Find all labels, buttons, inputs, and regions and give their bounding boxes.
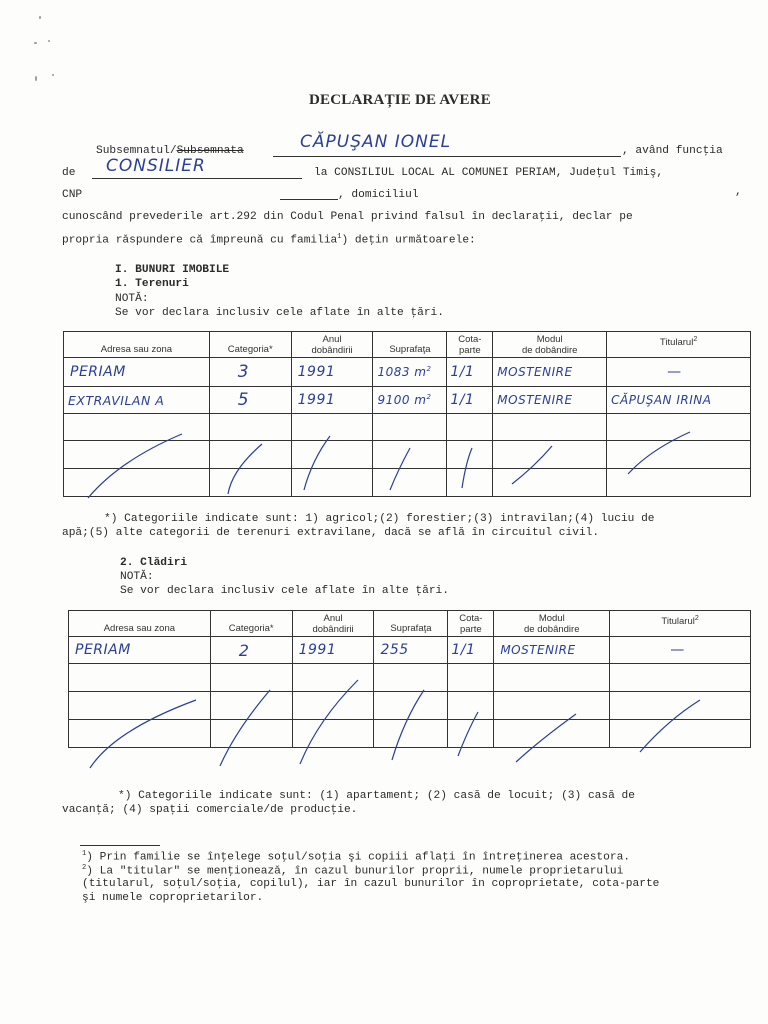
cell-adresa: PERIAM bbox=[64, 358, 210, 387]
table-row bbox=[64, 469, 751, 497]
scan-speck bbox=[34, 42, 37, 44]
categorii-footnote: *) Categoriile indicate sunt: 1) agricol;(2) forestier;(3) intravilan;(4) luciu de bbox=[104, 513, 655, 525]
col-header-modul: Modul de dobândire bbox=[494, 611, 610, 637]
col-header-cota: Cota- parte bbox=[448, 611, 494, 637]
nota-text: Se vor declara inclusiv cele aflate în alte ţări. bbox=[115, 307, 444, 319]
col-header-anul: Anul dobândirii bbox=[291, 332, 373, 358]
categorii-footnote: vacanţă; (4) spaţii comerciale/de producţie. bbox=[62, 804, 358, 816]
col-header-suprafata: Suprafaţa bbox=[374, 611, 448, 637]
table-row bbox=[69, 637, 751, 664]
table-row bbox=[64, 441, 751, 469]
cell-categoria: 5 bbox=[209, 387, 291, 414]
cell-cota: 1/1 bbox=[447, 387, 493, 414]
table-row bbox=[64, 387, 751, 414]
col-header-categoria: Categoria* bbox=[209, 332, 291, 358]
table-row bbox=[69, 720, 751, 748]
col-header-adresa: Adresa sau zona bbox=[64, 332, 210, 358]
cell-suprafata: 255 bbox=[374, 637, 448, 664]
col-header-categoria: Categoria* bbox=[210, 611, 292, 637]
section-heading: I. BUNURI IMOBILE bbox=[115, 264, 230, 276]
cell-modul: MOSTENIRE bbox=[494, 637, 610, 664]
scan-speck bbox=[39, 16, 41, 19]
table-header-row bbox=[64, 332, 751, 358]
cnp-label: CNP bbox=[62, 189, 83, 201]
cell-cota: 1/1 bbox=[448, 637, 494, 664]
col-header-suprafata: Suprafaţa bbox=[373, 332, 447, 358]
declarant-name: CĂPUŞAN IONEL bbox=[300, 132, 452, 152]
col-header-modul: Modul de dobândire bbox=[493, 332, 607, 358]
terenuri-table bbox=[63, 331, 751, 497]
table-row bbox=[64, 414, 751, 441]
table-row bbox=[69, 692, 751, 720]
subsemnatul-label: Subsemnatul/Subsemnata bbox=[96, 145, 244, 157]
footnote-titular-cont: (titularul, soţul/soţia, copilul), iar în cazul bunurilor în coproprietate, cota-parte bbox=[82, 878, 660, 890]
cell-modul: MOSTENIRE bbox=[493, 358, 607, 387]
cell-suprafata: 9100 $m^2$ bbox=[373, 387, 447, 414]
cell-anul: 1991 bbox=[292, 637, 374, 664]
cell-categoria: 3 bbox=[209, 358, 291, 387]
cell-anul: 1991 bbox=[291, 358, 373, 387]
cell-categoria: 2 bbox=[210, 637, 292, 664]
subsection-heading: 1. Terenuri bbox=[115, 278, 189, 290]
cell-titular: — bbox=[610, 637, 751, 664]
table-row bbox=[64, 358, 751, 387]
institution-text: la CONSILIUL LOCAL AL COMUNEI PERIAM, Judeţul Timiş, bbox=[314, 167, 664, 179]
cell-anul: 1991 bbox=[291, 387, 373, 414]
cell-adresa: PERIAM bbox=[69, 637, 211, 664]
footnote-separator bbox=[80, 845, 160, 846]
table-header-row bbox=[69, 611, 751, 637]
declaration-text-line: cunoscând prevederile art.292 din Codul Penal privind falsul în declaraţii, declar pe bbox=[62, 211, 633, 223]
col-header-titular: Titularul$^2$ bbox=[610, 611, 751, 637]
name-underline bbox=[273, 156, 621, 157]
de-label: de bbox=[62, 167, 76, 179]
cell-cota: 1/1 bbox=[447, 358, 493, 387]
col-header-titular: Titularul$^2$ bbox=[607, 332, 751, 358]
function-underline bbox=[92, 178, 302, 179]
scan-speck bbox=[52, 74, 54, 76]
nota-text: Se vor declara inclusiv cele aflate în alte ţări. bbox=[120, 585, 449, 597]
col-header-cota: Cota- parte bbox=[447, 332, 493, 358]
col-header-adresa: Adresa sau zona bbox=[69, 611, 211, 637]
footnote-titular-cont: şi numele coproprietarilor. bbox=[82, 892, 264, 904]
nota-label: NOTĂ: bbox=[115, 293, 149, 305]
declaration-text-line: propria răspundere că împreună cu familia$^1$) deţin următoarele: bbox=[62, 233, 476, 247]
categorii-footnote: apă;(5) alte categorii de terenuri extravilane, dacă se află în circuitul civil. bbox=[62, 527, 600, 539]
domiciliul-label: , domiciliul bbox=[338, 189, 419, 201]
avand-functia-text: , având funcţia bbox=[622, 145, 723, 157]
cell-titular: CĂPUŞAN IRINA bbox=[607, 387, 751, 414]
table-row bbox=[69, 664, 751, 692]
nota-label: NOTĂ: bbox=[120, 571, 154, 583]
categorii-footnote: *) Categoriile indicate sunt: (1) apartament; (2) casă de locuit; (3) casă de bbox=[118, 790, 635, 802]
cell-adresa: EXTRAVILAN A bbox=[64, 387, 210, 414]
footnote-familie: $^1$) Prin familie se înţelege soţul/soţia şi copiii aflaţi în întreţinerea acestora. bbox=[82, 850, 631, 864]
cell-modul: MOSTENIRE bbox=[493, 387, 607, 414]
scan-speck bbox=[35, 76, 37, 81]
col-header-anul: Anul dobândirii bbox=[292, 611, 374, 637]
declarant-function: CONSILIER bbox=[106, 156, 206, 176]
cladiri-table bbox=[68, 610, 751, 748]
cell-suprafata: 1083 $m^2$ bbox=[373, 358, 447, 387]
footnote-titular: $^2$) La "titular" se menţionează, în cazul bunurilor proprii, numele proprietarului bbox=[82, 864, 624, 878]
document-title: DECLARAȚIE DE AVERE bbox=[309, 92, 491, 108]
subsection-heading: 2. Clădiri bbox=[120, 557, 188, 569]
cell-titular: — bbox=[607, 358, 751, 387]
domiciliul-comma: , bbox=[735, 186, 742, 198]
scan-speck bbox=[48, 40, 50, 42]
cnp-underline bbox=[280, 199, 338, 200]
